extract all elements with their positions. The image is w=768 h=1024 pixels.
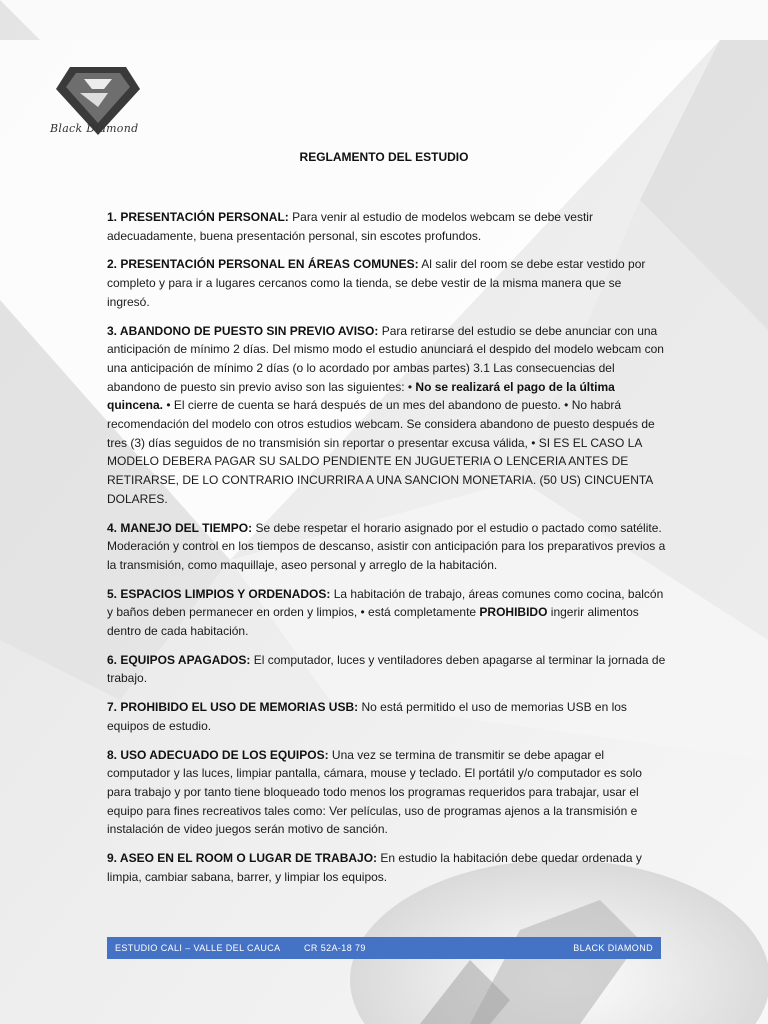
rule-7: 7. PROHIBIDO EL USO DE MEMORIAS USB: No está permitido el uso de memorias USB en los equipos de estudio.	[107, 700, 627, 733]
footer-bar	[107, 937, 661, 959]
logo-text: Black Diamond	[50, 122, 139, 135]
document-title: REGLAMENTO DEL ESTUDIO	[299, 150, 469, 164]
footer-brand: BLACK DIAMOND	[573, 943, 653, 953]
footer-location: ESTUDIO CALI – VALLE DEL CAUCA	[115, 943, 281, 953]
rule-1: 1. PRESENTACIÓN PERSONAL: Para venir al estudio de modelos webcam se debe vestir adecuadamente, buena presentación personal, sin escotes profundos.	[107, 210, 593, 243]
rules-list	[107, 208, 667, 897]
footer-address: CR 52A-18 79	[304, 943, 366, 953]
rule-6: 6. EQUIPOS APAGADOS: El computador, luces y ventiladores deben apagarse al terminar la jornada de trabajo.	[107, 652, 666, 686]
rule-9: 9. ASEO EN EL ROOM O LUGAR DE TRABAJO: En estudio la habitación debe quedar ordenada y limpia, cambiar sabana, barrer, y limpiar los equipos.	[107, 851, 642, 884]
rule-4: 4. MANEJO DEL TIEMPO: Se debe respetar el horario asignado por el estudio o pactado como satélite. Moderación y control en los tiempos de descanso, asistir con anticipación para los preparativos previos a la transmisión, como maquillaje, aseo personal y arreglo de la habitación.	[107, 520, 666, 572]
rule-5: 5. ESPACIOS LIMPIOS Y ORDENADOS: La habitación de trabajo, áreas comunes como cocina, balcón y baños deben permanecer en orden y limpios, • está completamente PROHIBIDO ingerir alimentos dentro de cada habitación.	[107, 586, 664, 639]
rule-8: 8. USO ADECUADO DE LOS EQUIPOS: Una vez se termina de transmitir se debe apagar el computador y las luces, limpiar pantalla, cámara, mouse y teclado. El portátil y/o computador es solo para trabajo y por tanto tiene bloqueado todo menos los programas requeridos para trabajar, usar el equipo para fines recreativos tales como: Ver películas, uso de programas ajenos a la transmisión e instalación de video juegos serán motivo de sanción.	[107, 747, 642, 837]
rule-2: 2. PRESENTACIÓN PERSONAL EN ÁREAS COMUNES: Al salir del room se debe estar vestido por completo y para ir a lugares cercanos como la tienda, se debe vestir de la misma manera que se ingresó.	[107, 257, 646, 309]
rule-3: 3. ABANDONO DE PUESTO SIN PREVIO AVISO: Para retirarse del estudio se debe anunciar con una anticipación de mínimo 2 días. Del mismo modo el estudio anunciará el despido del modelo webcam con una anticipación de mínimo 2 días (o lo acordado por ambas partes) 3.1 Las consecuencias del abandono de puesto sin previo aviso son las siguientes: • No se realizará el pago de la última quincena. • El cierre de cuenta se hará después de un mes del abandono de puesto. • No habrá recomendación del modelo con otros estudios webcam. Se considera abandono de puesto después de tres (3) días seguidos de no transmisión sin reportar o presentar excusa válida, • SI ES EL CASO LA MODELO DEBERA PAGAR SU SALDO PENDIENTE EN JUGUETERIA O LENCERIA ANTES DE RETIRARSE, DE LO CONTRARIO INCURRIRA A UNA SANCION MONETARIA. (50 US) CINCUENTA DOLARES.	[107, 323, 664, 506]
